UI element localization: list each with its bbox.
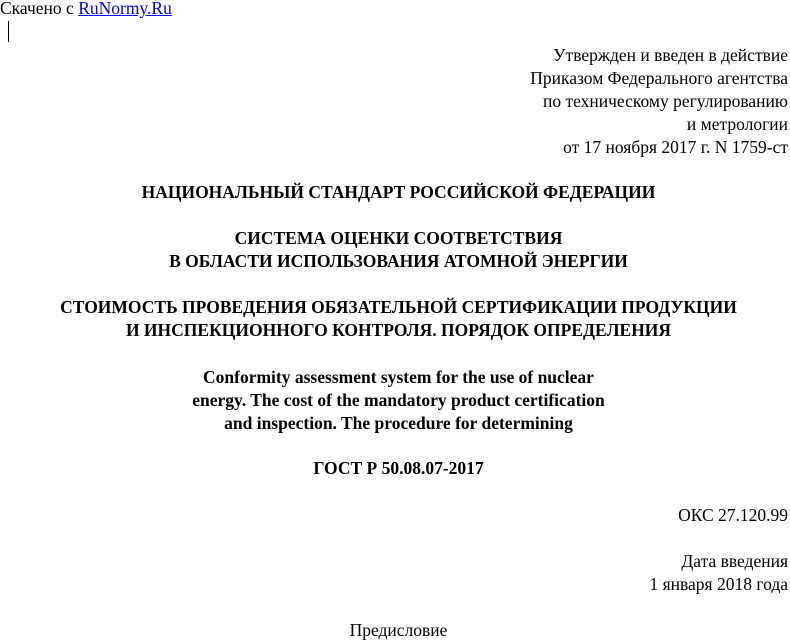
standard-code: ГОСТ Р 50.08.07-2017: [313, 458, 484, 478]
source-link[interactable]: RuNormy.Ru: [78, 0, 172, 18]
subject-title-line-2: И ИНСПЕКЦИОННОГО КОНТРОЛЯ. ПОРЯДОК ОПРЕДЕЛЕНИЯ: [125, 320, 672, 340]
oks-code: ОКС 27.120.99: [678, 505, 788, 525]
system-title-line-2: В ОБЛАСТИ ИСПОЛЬЗОВАНИЯ АТОМНОЙ ЭНЕРГИИ: [169, 251, 628, 271]
system-title-line-1: СИСТЕМА ОЦЕНКИ СООТВЕТСТВИЯ: [234, 228, 563, 248]
intro-date: 1 января 2018 года: [649, 574, 788, 594]
source-prefix: Скачено с: [0, 0, 74, 18]
english-title-line-1: Conformity assessment system for the use of nuclear: [203, 367, 594, 387]
text-cursor: [8, 21, 9, 42]
approval-line-4: и метрологии: [686, 114, 788, 134]
source-line: [0, 0, 172, 19]
english-title-line-2: energy. The cost of the mandatory product certification: [192, 390, 605, 410]
subject-title-line-1: СТОИМОСТЬ ПРОВЕДЕНИЯ ОБЯЗАТЕЛЬНОЙ СЕРТИФИКАЦИИ ПРОДУКЦИИ: [60, 297, 737, 317]
approval-line-2: Приказом Федерального агентства: [530, 68, 788, 88]
intro-date-label: Дата введения: [681, 551, 788, 571]
english-title-line-3: and inspection. The procedure for determining: [224, 413, 573, 433]
approval-line-1: Утвержден и введен в действие: [553, 45, 788, 65]
approval-line-3: по техническому регулированию: [542, 91, 788, 111]
approval-line-5: от 17 ноября 2017 г. N 1759-ст: [563, 137, 788, 157]
preface-heading: Предисловие: [349, 620, 448, 640]
national-standard-title: НАЦИОНАЛЬНЫЙ СТАНДАРТ РОССИЙСКОЙ ФЕДЕРАЦИИ: [141, 182, 656, 202]
